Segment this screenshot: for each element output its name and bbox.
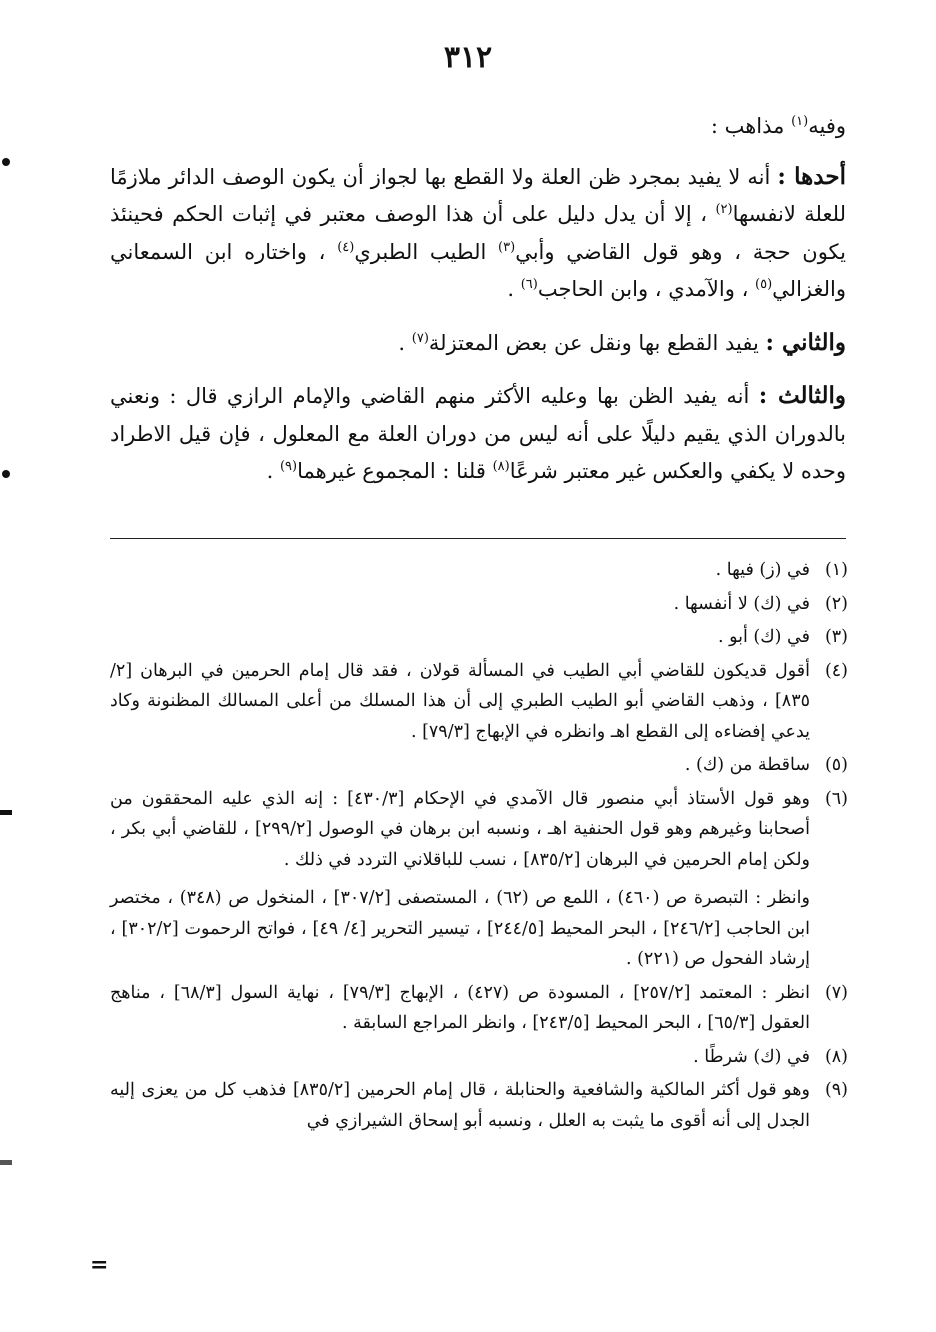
paragraph-text: أنه يفيد الظن بها وعليه الأكثر منهم القاضي والإمام الرازي قال : ونعني بالدوران الذي يقيم دليلًا على أنه ليس من دوران العلة مع المعلول ، فإن قيل الاطراد وحده لا يكفي والعكس غير معتبر شرعًا bbox=[110, 384, 846, 483]
footnote-number: (٢) bbox=[824, 593, 848, 614]
scan-speck bbox=[0, 810, 12, 815]
footnote-number: (٨) bbox=[824, 1046, 848, 1067]
paragraph-text: . bbox=[266, 459, 280, 483]
footnote-8 bbox=[110, 1042, 848, 1073]
footnote-1 bbox=[110, 555, 848, 586]
scan-speck bbox=[2, 470, 10, 478]
paragraph-first bbox=[110, 158, 846, 309]
paragraph-third bbox=[110, 377, 846, 491]
paragraph-lead: والثاني : bbox=[765, 328, 846, 356]
footnote-text: في (ز) فيها . bbox=[715, 560, 810, 580]
footnote-ref: (٨) bbox=[492, 459, 510, 474]
footnote-3 bbox=[110, 622, 848, 653]
paragraph-lead: والثالث : bbox=[758, 382, 846, 409]
footnote-text: انظر : المعتمد [٢٥٧/٢] ، المسودة ص (٤٢٧) ، الإبهاج [٧٩/٣] ، نهاية السول [٦٨/٣] ، مناهج العقول [٦٥/٣] ، البحر المحيط [٢٤٣/٥] ، وانظر المراجع السابقة . bbox=[110, 982, 810, 1033]
footnote-ref: (١) bbox=[791, 114, 809, 129]
paragraph-text: قلنا : المجموع غيرهما bbox=[297, 459, 493, 483]
footnote-text: أقول قديكون للقاضي أبي الطيب في المسألة قولان ، فقد قال إمام الحرمين في البرهان [٢/ ٨٣٥] ، وذهب القاضي أبو الطيب الطبري إلى أن هذا المسلك من أعلى المسالك المظنونة وكاد يدعي إفضاءه إلى القطع اهـ وانظره في الإبهاج [٧٩/٣] . bbox=[110, 660, 810, 742]
paragraph-lead: أحدها : bbox=[777, 162, 846, 190]
page-number: ٣١٢ bbox=[443, 40, 493, 75]
footnote-text: ساقطة من (ك) . bbox=[684, 755, 810, 775]
paragraph-text: . bbox=[507, 277, 521, 301]
footnote-number: (٣) bbox=[824, 627, 848, 647]
paragraph-text: . bbox=[398, 330, 412, 355]
footnote-7 bbox=[110, 978, 848, 1039]
footnote-number: (٩) bbox=[824, 1080, 848, 1100]
paragraph-text: أنه لا يفيد بمجرد ظن العلة ولا القطع بها لجواز أن يكون الوصف الدائر ملازمًا للعلة لانفسها bbox=[110, 164, 846, 226]
footnote-number: (٤) bbox=[824, 660, 848, 681]
footnote-6-continuation: وانظر : التبصرة ص (٤٦٠) ، اللمع ص (٦٢) ، المستصفى [٣٠٧/٢] ، المنخول ص (٣٤٨) ، مختصر ابن الحاجب [٢٤٦/٢] ، البحر المحيط [٢٤٤/٥] ، تيسير التحرير [٤/ ٤٩] ، فواتح الرحموت [٣٠٢/٢] ، إرشاد الفحول ص (٢٢١) . bbox=[110, 888, 810, 969]
footnote-2 bbox=[110, 589, 848, 620]
footnote-6 bbox=[110, 784, 848, 876]
continuation-mark: = bbox=[90, 1252, 109, 1278]
intro-tail: مذاهب : bbox=[710, 114, 792, 138]
scan-speck bbox=[0, 1160, 12, 1165]
footnote-text: وهو قول أكثر المالكية والشافعية والحنابلة ، قال إمام الحرمين [٨٣٥/٢] فذهب كل من يعزى إليه الجدل إلى أنه أقوى ما يثبت به العلل ، ونسبه أبو إسحاق الشيرازي في bbox=[110, 1080, 810, 1131]
footnote-text: في (ك) شرطًا . bbox=[693, 1046, 810, 1067]
paragraph-text: ، والآمدي ، وابن الحاجب bbox=[537, 277, 756, 301]
footnote-number: (٦) bbox=[824, 788, 848, 809]
main-text bbox=[110, 108, 846, 506]
intro-text: وفيه bbox=[808, 114, 846, 138]
footnote-4 bbox=[110, 656, 848, 748]
footnote-text: في (ك) لا أنفسها . bbox=[673, 593, 810, 614]
footnote-text: وهو قول الأستاذ أبي منصور قال الآمدي في الإحكام [٤٣٠/٣] : إنه الذي عليه المحققون من أصحابنا وغيرهم وهو قول الحنفية اهـ ، ونسبه ابن برهان في الوصول [٢٩٩/٢] ، للقاضي أبي بكر ، ولكن إمام الحرمين في البرهان [٨٣٥/٢] ، نسب للباقلاني التردد في ذلك . bbox=[110, 788, 811, 870]
footnote-ref: (٦) bbox=[520, 277, 538, 292]
footnote-ref: (٧) bbox=[411, 330, 429, 346]
footnote-ref: (٩) bbox=[279, 459, 298, 474]
scan-speck bbox=[2, 158, 10, 166]
footnote-ref: (٤) bbox=[337, 239, 355, 255]
paragraph-text: ، واختاره ابن السمعاني والغزالي bbox=[110, 239, 846, 301]
footnote-number: (٧) bbox=[824, 982, 848, 1003]
footnote-text: في (ك) أبو . bbox=[717, 627, 810, 647]
footnote-number: (١) bbox=[824, 560, 848, 580]
paragraph-text: الطيب الطبري bbox=[354, 239, 499, 264]
footnote-number: (٥) bbox=[824, 755, 848, 775]
footnote-ref: (٥) bbox=[755, 277, 773, 292]
footnote-ref: (٢) bbox=[715, 202, 733, 217]
intro-line bbox=[110, 108, 846, 146]
paragraph-second bbox=[110, 324, 846, 363]
paragraph-text: ، إلا أن يدل دليل على أن هذا الوصف معتبر في إثبات الحكم فحينئذ يكون حجة ، وهو قول القاضي وأبي bbox=[110, 202, 846, 264]
footnotes bbox=[110, 555, 848, 1139]
footnote-ref: (٣) bbox=[498, 239, 516, 255]
footnote-9 bbox=[110, 1075, 848, 1136]
paragraph-text: يفيد القطع بها ونقل عن بعض المعتزلة bbox=[428, 330, 766, 355]
footnote-separator bbox=[110, 538, 846, 539]
footnote-5 bbox=[110, 750, 848, 781]
